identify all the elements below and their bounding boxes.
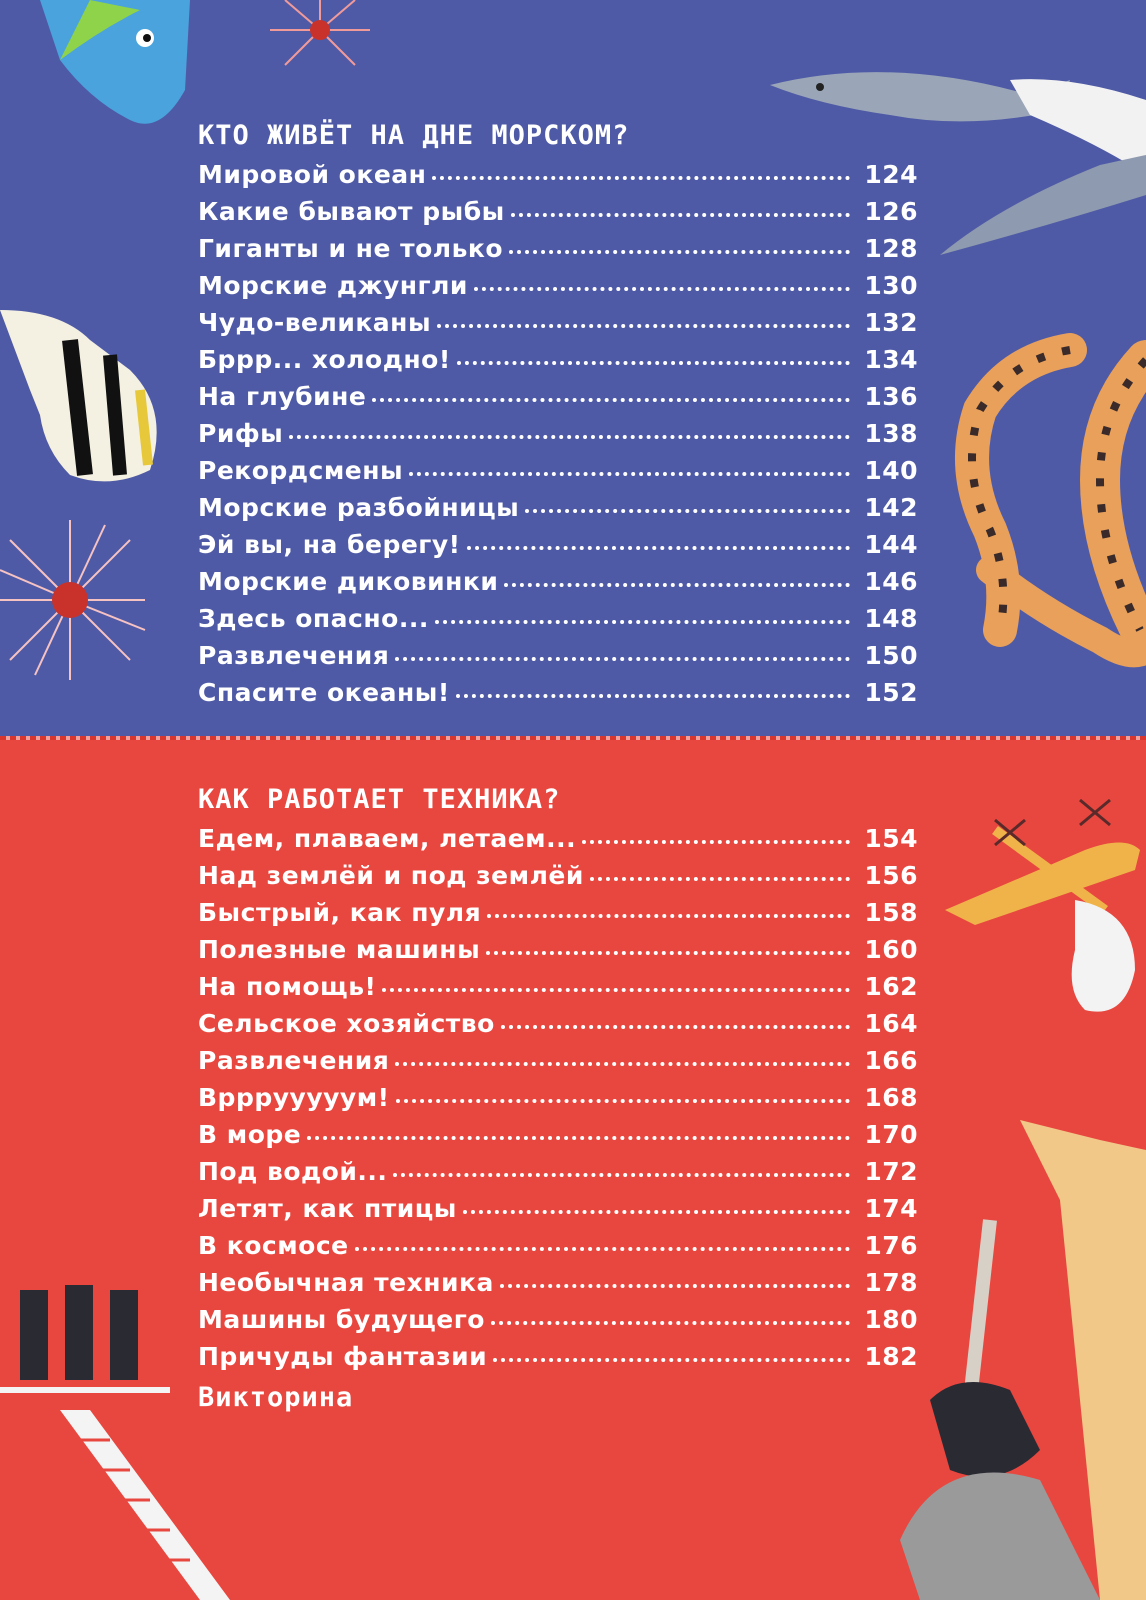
dot-leader [501, 1025, 850, 1029]
section-heading: КТО ЖИВЁТ НА ДНЕ МОРСКОМ? [198, 120, 630, 151]
plane-icon [935, 790, 1146, 1020]
toc-entry-title: Быстрый, как пуля [198, 898, 482, 927]
excavator-icon [900, 1120, 1146, 1600]
dot-leader [456, 694, 850, 698]
toc-entry [198, 1264, 918, 1301]
toc-entry [198, 304, 918, 341]
toc-entry-title: Рифы [198, 419, 284, 448]
dot-leader [382, 988, 850, 992]
dot-leader [372, 398, 850, 402]
toc-entry-page: 158 [864, 898, 918, 927]
dot-leader [457, 361, 850, 365]
toc-entry [198, 968, 918, 1005]
toc-entry-page: 156 [864, 861, 918, 890]
toc-entry-page: 140 [864, 456, 918, 485]
toc-entry [198, 820, 918, 857]
sea-toc [198, 116, 918, 711]
toc-entry-page: 164 [864, 1009, 918, 1038]
toc-entry-title: На помощь! [198, 972, 377, 1001]
toc-entry-title: В космосе [198, 1231, 349, 1260]
dot-leader [463, 1210, 850, 1214]
toc-entry-page: 142 [864, 493, 918, 522]
dot-leader [307, 1136, 850, 1140]
toc-entry-page: 130 [864, 271, 918, 300]
dot-leader [393, 1173, 850, 1177]
toc-entry-title: Развлечения [198, 1046, 390, 1075]
dot-leader [486, 951, 850, 955]
dot-leader [590, 877, 850, 881]
toc-entry-page: 154 [864, 824, 918, 853]
dot-leader [432, 176, 850, 180]
toc-entry [198, 452, 918, 489]
toc-entry-title: Мировой океан [198, 160, 427, 189]
tech-toc [198, 780, 918, 1375]
sea-urchin-icon [265, 0, 375, 70]
toc-entry-page: 182 [864, 1342, 918, 1371]
dot-leader [493, 1358, 850, 1362]
toc-entry [198, 1042, 918, 1079]
toc-entry [198, 193, 918, 230]
fish-icon [20, 0, 190, 135]
dot-leader [355, 1247, 850, 1251]
toc-entry [198, 1338, 918, 1375]
toc-entry [198, 1079, 918, 1116]
toc-entry [198, 600, 918, 637]
quiz-heading: Викторина [198, 1382, 354, 1413]
toc-entry-title: Необычная техника [198, 1268, 494, 1297]
toc-entry-page: 144 [864, 530, 918, 559]
dot-leader [511, 213, 850, 217]
toc-entry-title: Морские джунгли [198, 271, 468, 300]
toc-entry-title: Под водой... [198, 1157, 388, 1186]
dot-leader [509, 250, 850, 254]
toc-entry [198, 1190, 918, 1227]
dot-leader [396, 1099, 850, 1103]
toc-entry [198, 267, 918, 304]
toc-entry-title: Врррууууум! [198, 1083, 390, 1112]
toc-entry-title: Машины будущего [198, 1305, 485, 1334]
toc-entry-page: 152 [864, 678, 918, 707]
toc-entry [198, 637, 918, 674]
toc-entry [198, 563, 918, 600]
toc-entry [198, 1301, 918, 1338]
toc-entry-page: 126 [864, 197, 918, 226]
toc-entry [198, 894, 918, 931]
dot-leader [395, 1062, 850, 1066]
dot-leader [504, 583, 850, 587]
toc-entry-title: Морские разбойницы [198, 493, 520, 522]
toc-entry [198, 1153, 918, 1190]
toc-entry-title: Спасите океаны! [198, 678, 450, 707]
toc-entry-title: Эй вы, на берегу! [198, 530, 461, 559]
toc-entry-title: Рекордсмены [198, 456, 404, 485]
toc-entry-page: 166 [864, 1046, 918, 1075]
dot-leader [435, 620, 850, 624]
toc-entry-page: 178 [864, 1268, 918, 1297]
dot-leader [467, 546, 850, 550]
toc-entry-page: 146 [864, 567, 918, 596]
tech-section [0, 740, 1146, 1600]
toc-entry-title: Морские диковинки [198, 567, 499, 596]
toc-entry-page: 148 [864, 604, 918, 633]
toc-entry-page: 150 [864, 641, 918, 670]
toc-entry-page: 132 [864, 308, 918, 337]
dot-leader [487, 914, 850, 918]
toc-entry-title: Над землёй и под землёй [198, 861, 584, 890]
toc-entry-page: 168 [864, 1083, 918, 1112]
toc-entry-page: 162 [864, 972, 918, 1001]
angelfish-icon [0, 300, 175, 490]
sea-section [0, 0, 1146, 740]
toc-entry [198, 1227, 918, 1264]
toc-entry-title: Какие бывают рыбы [198, 197, 505, 226]
toc-entry [198, 415, 918, 452]
toc-entry [198, 857, 918, 894]
sea-urchin-icon [0, 520, 150, 680]
toc-entry-page: 176 [864, 1231, 918, 1260]
toc-entry-title: Летят, как птицы [198, 1194, 457, 1223]
dot-leader [500, 1284, 850, 1288]
toc-entry-page: 134 [864, 345, 918, 374]
toc-entry-page: 138 [864, 419, 918, 448]
toc-entry-title: Едем, плаваем, летаем... [198, 824, 577, 853]
dot-leader [409, 472, 850, 476]
toc-entry-title: На глубине [198, 382, 367, 411]
toc-entry-page: 174 [864, 1194, 918, 1223]
dot-leader [474, 287, 850, 291]
toc-entry-page: 170 [864, 1120, 918, 1149]
dot-leader [395, 657, 850, 661]
toc-entry-title: Здесь опасно... [198, 604, 429, 633]
toc-entry-title: В море [198, 1120, 302, 1149]
toc-entry [198, 156, 918, 193]
dot-leader [582, 840, 850, 844]
toc-entry-title: Гиганты и не только [198, 234, 504, 263]
toc-entry [198, 526, 918, 563]
toc-entry [198, 378, 918, 415]
toc-entry-page: 136 [864, 382, 918, 411]
toc-entry-page: 124 [864, 160, 918, 189]
toc-entry [198, 1116, 918, 1153]
toc-entry-page: 180 [864, 1305, 918, 1334]
toc-entry-title: Сельское хозяйство [198, 1009, 495, 1038]
toc-entry [198, 489, 918, 526]
toc-entry-title: Полезные машины [198, 935, 481, 964]
toc-entry-title: Развлечения [198, 641, 390, 670]
dot-leader [491, 1321, 850, 1325]
toc-entry-page: 160 [864, 935, 918, 964]
dot-leader [289, 435, 850, 439]
dot-leader [525, 509, 850, 513]
dot-leader [437, 324, 850, 328]
toc-entry [198, 230, 918, 267]
toc-entry [198, 674, 918, 711]
octopus-icon [950, 330, 1146, 700]
toc-entry-title: Причуды фантазии [198, 1342, 488, 1371]
toc-entry [198, 931, 918, 968]
section-heading: КАК РАБОТАЕТ ТЕХНИКА? [198, 784, 561, 815]
toc-entry-title: Чудо-великаны [198, 308, 432, 337]
toc-entry-page: 172 [864, 1157, 918, 1186]
toc-entry-page: 128 [864, 234, 918, 263]
toc-entry [198, 1005, 918, 1042]
firefighters-icon [0, 1270, 230, 1600]
toc-entry [198, 341, 918, 378]
toc-entry-title: Бррр... холодно! [198, 345, 451, 374]
